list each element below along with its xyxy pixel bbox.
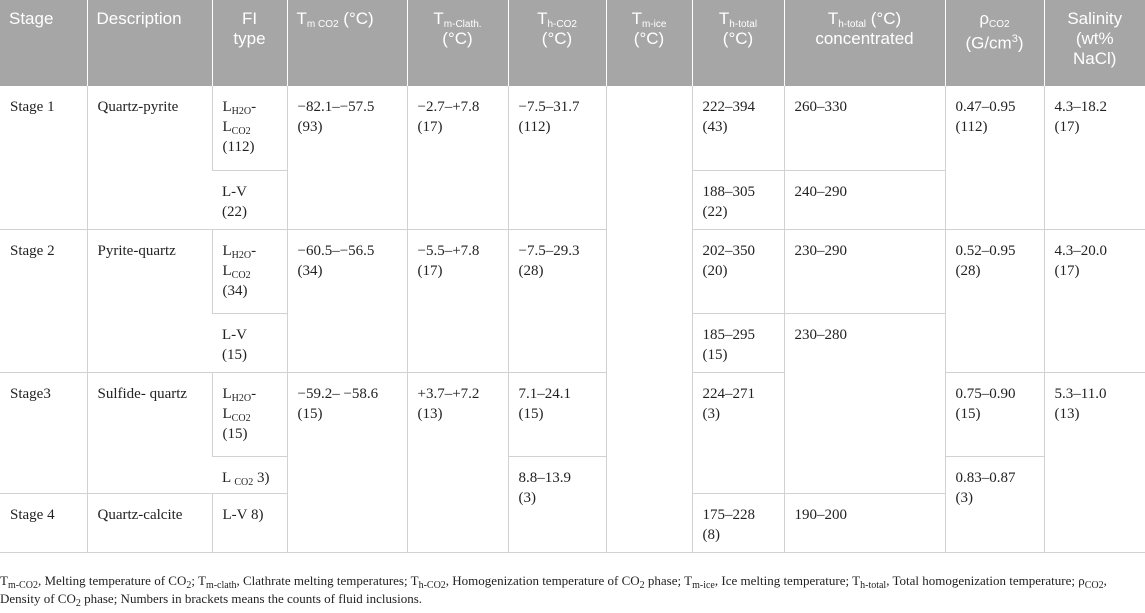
header-fi-type: FI type [212, 0, 287, 86]
cell-tm-clath: −5.5–+7.8 (17) [407, 229, 508, 372]
cell-density: 0.83–0.87 (3) [945, 456, 1044, 552]
table-row [0, 229, 1145, 313]
cell-description: Sulfide- quartz [87, 372, 212, 493]
cell-fi-type: L $_{CO2}$ 3) [212, 456, 287, 493]
cell-stage: Stage 2 [0, 229, 87, 372]
cell-fi-type: $L_{H2O}-$ $L_{CO2}$ (112) [212, 86, 287, 170]
cell-th-co2: −7.5–31.7 (112) [508, 86, 606, 229]
cell-tm-clath: +3.7–+7.2 (13) [407, 372, 508, 552]
cell-stage: Stage 4 [0, 493, 87, 552]
cell-fi-type: L-V 8) [212, 493, 287, 552]
cell-density: 0.75–0.90 (15) [945, 372, 1044, 456]
header-density-co2: $\rho_{CO2}$ $(G/cm^3)$ [945, 0, 1044, 86]
cell-tm-ice [606, 86, 692, 552]
cell-th-total: 185–295 (15) [692, 313, 784, 372]
header-th-co2: $T_{h-CO2}$ (°C) [508, 0, 606, 86]
cell-th-total: 224–271 (3) [692, 372, 784, 493]
cell-th-total: 188–305 (22) [692, 170, 784, 229]
cell-description: Quartz-calcite [87, 493, 212, 552]
table-row [0, 86, 1145, 170]
cell-stage: Stage3 [0, 372, 87, 493]
cell-th-concentrated: 190–200 [784, 493, 945, 552]
cell-density: 0.47–0.95 (112) [945, 86, 1044, 229]
table-footnote: $T_{m-CO2}$, Melting temperature of $CO_2$; $T_{m-clath}$, Clathrate melting temperatures; $T_{h-CO2}$, Homogenization temperature of $CO_2$ phase; $T_{m-ice}$, Ice melting temperature; $T_{h-total}$, Total homogenization temperature; $\rho_{CO2}$, Density of $CO_2$ phase; Numbers in brackets means the counts of fluid inclusions. [0, 573, 1107, 609]
header-tm-clath: $T_{m-Clath.}$ (°C) [407, 0, 508, 86]
cell-tm-co2: −82.1–−57.5 (93) [287, 86, 407, 229]
header-row [0, 0, 1145, 86]
header-th-total-concentrated: $T_{h-total}$ (°C) concentrated [784, 0, 945, 86]
cell-th-concentrated: 230–290 [784, 229, 945, 313]
cell-description: Pyrite-quartz [87, 229, 212, 372]
header-description: Description [87, 0, 212, 86]
cell-th-co2: 7.1–24.1 (15) [508, 372, 606, 456]
header-th-total: $T_{h-total}$ (°C) [692, 0, 784, 86]
cell-tm-co2: −60.5–−56.5 (34) [287, 229, 407, 372]
header-tm-co2: $T_{m CO2}$ (°C) [287, 0, 407, 86]
cell-th-concentrated: 230–280 [784, 313, 945, 493]
cell-th-total: 202–350 (20) [692, 229, 784, 313]
cell-th-co2: −7.5–29.3 (28) [508, 229, 606, 372]
cell-stage: Stage 1 [0, 86, 87, 229]
cell-density: 0.52–0.95 (28) [945, 229, 1044, 372]
cell-tm-clath: −2.7–+7.8 (17) [407, 86, 508, 229]
cell-fi-type: $L_{H2O}-$ $L_{CO2}$ (15) [212, 372, 287, 456]
cell-tm-co2: −59.2– −58.6 (15) [287, 372, 407, 552]
cell-description: Quartz-pyrite [87, 86, 212, 229]
cell-salinity: 4.3–18.2 (17) [1044, 86, 1145, 229]
cell-th-total: 222–394 (43) [692, 86, 784, 170]
cell-fi-type: L-V (15) [212, 313, 287, 372]
cell-salinity: 5.3–11.0 (13) [1044, 372, 1145, 552]
cell-fi-type: $L_{H2O}-$ $L_{CO2}$ (34) [212, 229, 287, 313]
table-row [0, 372, 1145, 456]
cell-th-concentrated: 260–330 [784, 86, 945, 170]
header-salinity: Salinity (wt% NaCl) [1044, 0, 1145, 86]
header-tm-ice: $T_{m-ice}$ (°C) [606, 0, 692, 86]
cell-th-concentrated: 240–290 [784, 170, 945, 229]
cell-th-total: 175–228 (8) [692, 493, 784, 552]
cell-fi-type: L-V (22) [212, 170, 287, 229]
cell-salinity: 4.3–20.0 (17) [1044, 229, 1145, 372]
cell-th-co2: 8.8–13.9 (3) [508, 456, 606, 552]
header-stage: Stage [0, 0, 87, 86]
